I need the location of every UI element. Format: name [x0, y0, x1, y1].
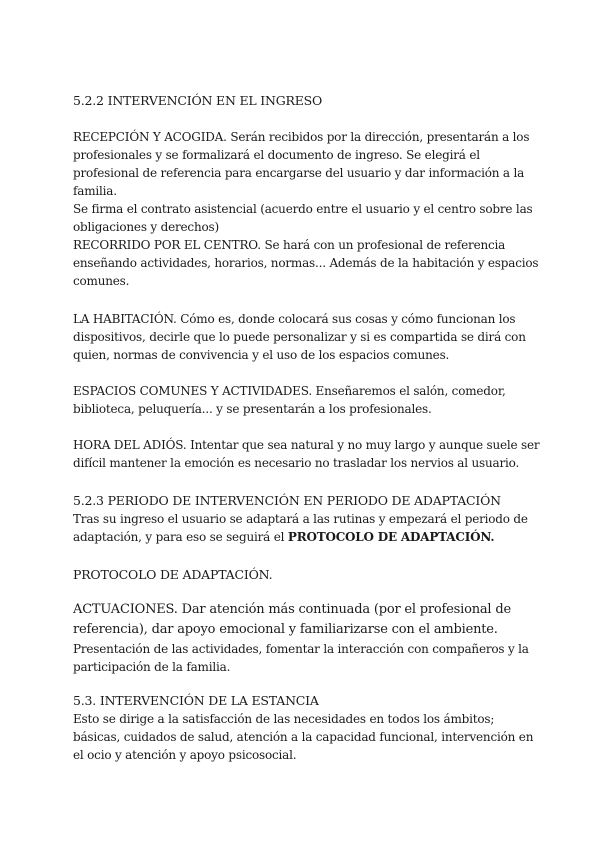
section-5-3-body: Esto se dirige a la satisfacción de las necesidades en todos los ámbitos; básicas, cuidados de salud, atención a la capacidad funcional, intervención en el ocio y atención y apoyo psicosocial. [73, 712, 534, 762]
protocolo-bold-text: PROTOCOLO DE ADAPTACIÓN. [287, 530, 495, 544]
section-5-3 [73, 692, 543, 764]
section-5-2-3-heading: 5.2.3 PERIODO DE INTERVENCIÓN EN PERIODO DE ADAPTACIÓN [73, 493, 501, 508]
actuaciones-paragraph: ACTUACIONES. Dar atención más continuada (por el profesional de referencia), dar apoyo emocional y familiarizarse con el ambiente. Presentación de las actividades, fomentar la interacción con compañeros y la participación de la familia. [73, 602, 529, 674]
section-5-2-3 [73, 492, 543, 546]
habitacion-paragraph: LA HABITACIÓN. Cómo es, donde colocará sus cosas y cómo funcionan los dispositivos, decirle que lo puede personalizar y si es compartida se dirá con quien, normas de convivencia y el uso de los espacios comunes. [73, 312, 526, 362]
protocolo-heading: PROTOCOLO DE ADAPTACIÓN. [73, 567, 273, 582]
adios-paragraph: HORA DEL ADIÓS. Intentar que sea natural y no muy largo y aunque suele ser difícil mantener la emoción es necesario no trasladar los nervios al usuario. [73, 438, 540, 470]
recorrido-paragraph: RECORRIDO POR EL CENTRO. Se hará con un profesional de referencia enseñando actividades, horarios, normas... Además de la habitación y espacios comunes. [73, 238, 539, 288]
section-5-3-heading: 5.3. INTERVENCIÓN DE LA ESTANCIA [73, 693, 319, 708]
section-5-2-2-heading: 5.2.2 INTERVENCIÓN EN EL INGRESO [73, 93, 323, 108]
recepcion-paragraph: RECEPCIÓN Y ACOGIDA. Serán recibidos por la dirección, presentarán a los profesionales y se formalizará el documento de ingreso. Se elegirá el profesional de referencia para encargarse del usuario y dar información a la familia. Se firma el contrato asistencial (acuerdo entre el usuario y el centro sobre las obligaciones y derechos) [73, 130, 533, 234]
espacios-paragraph: ESPACIOS COMUNES Y ACTIVIDADES. Enseñaremos el salón, comedor, biblioteca, peluquería... y se presentarán a los profesionales. [73, 384, 506, 416]
section-5-2-3-body: Tras su ingreso el usuario se adaptará a las rutinas y empezará el periodo de adaptación, y para eso se seguirá el PROTOCOLO DE ADAPTACIÓN. [73, 512, 528, 544]
